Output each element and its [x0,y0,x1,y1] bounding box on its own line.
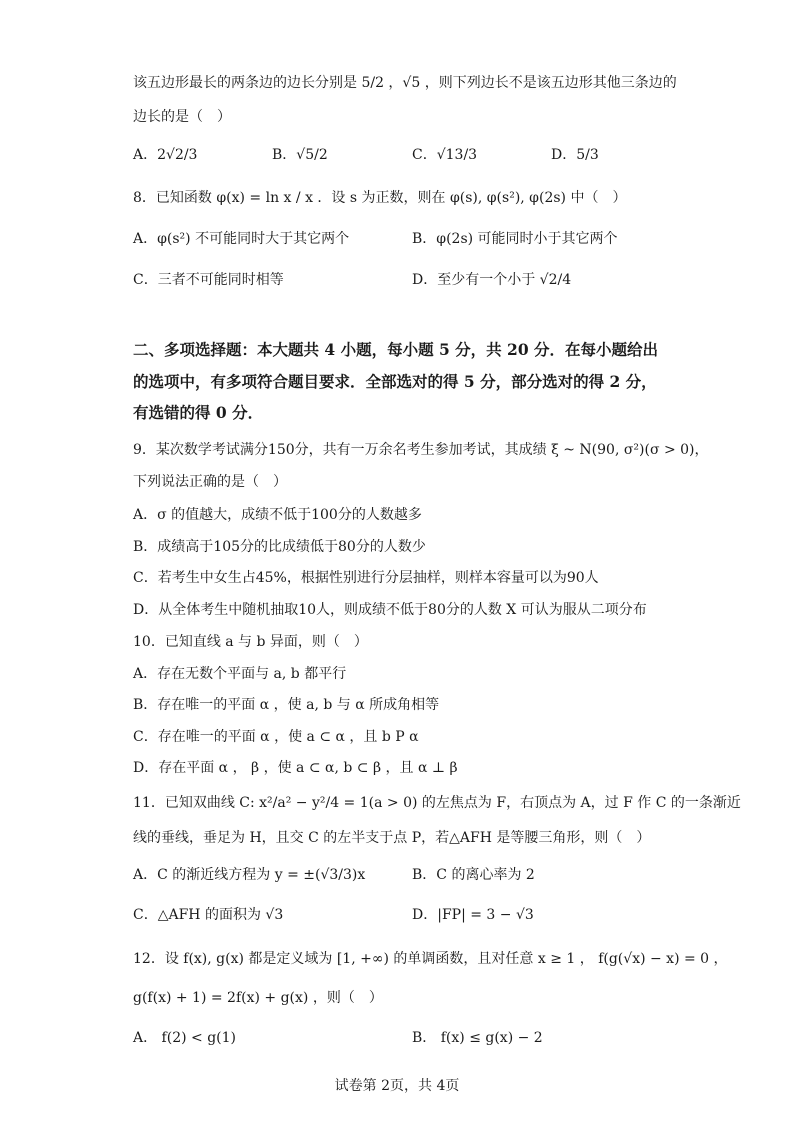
q11-stem-line1: 11．已知双曲线 C: x²/a² − y²/4 = 1(a > 0) 的左焦点为 F，右顶点为 A，过 F 作 C 的一条渐近 [133,795,741,811]
q7-stem-line2: 边长的是（ ） [133,109,231,125]
q7-option-c: C．√13/3 [412,147,478,163]
section2-heading-line1: 二、多项选择题：本大题共 4 小题，每小题 5 分，共 20 分．在每小题给出 [133,340,659,359]
q10-option-a: A．存在无数个平面与 a, b 都平行 [133,666,347,682]
q8-stem: 8．已知函数 φ(x) = ln x / x ．设 s 为正数，则在 φ(s), φ(s²), φ(2s) 中（ ） [133,190,627,206]
q8-option-c: C．三者不可能同时相等 [133,272,284,288]
q7-option-a: A．2√2/3 [133,147,198,163]
q11-option-b: B．C 的离心率为 2 [412,867,535,883]
q11-option-c: C．△AFH 的面积为 √3 [133,907,284,923]
q12-stem-line2: g(f(x) + 1) = 2f(x) + g(x) ，则（ ） [133,990,383,1006]
page-footer: 试卷第 2页，共 4页 [334,1078,460,1094]
q12-option-a: A． f(2) < g(1) [133,1030,236,1046]
q9-option-d: D．从全体考生中随机抽取10人，则成绩不低于80分的人数 X 可认为服从二项分布 [133,602,647,618]
q12-option-b: B． f(x) ≤ g(x) − 2 [412,1030,543,1046]
q8-option-d: D．至少有一个小于 √2/4 [412,272,572,288]
q7-option-b: B．√5/2 [272,147,328,163]
q11-stem-line2: 线的垂线，垂足为 H，且交 C 的左半支于点 P，若△AFH 是等腰三角形，则（ ） [133,830,651,846]
q10-option-c: C．存在唯一的平面 α ，使 a ⊂ α ，且 b P α [133,729,419,745]
q9-stem-line2: 下列说法正确的是（ ） [133,474,287,490]
q10-stem: 10．已知直线 a 与 b 异面，则（ ） [133,634,368,650]
q10-option-b: B．存在唯一的平面 α ，使 a, b 与 α 所成角相等 [133,697,440,713]
q10-option-d: D．存在平面 α ， β ，使 a ⊂ α, b ⊂ β ，且 α ⊥ β [133,760,458,776]
q9-option-a: A．σ 的值越大，成绩不低于100分的人数越多 [133,507,422,523]
q8-option-b: B．φ(2s) 可能同时小于其它两个 [412,231,618,247]
q9-stem-line1: 9．某次数学考试满分150分，共有一万余名考生参加考试，其成绩 ξ ~ N(90, σ²)(σ > 0)， [133,442,709,458]
q9-option-c: C．若考生中女生占45%，根据性别进行分层抽样，则样本容量可以为90人 [133,570,599,586]
q8-option-a: A．φ(s²) 不可能同时大于其它两个 [133,231,350,247]
q11-option-d: D．|FP| = 3 − √3 [412,907,534,923]
q7-stem-line1: 该五边形最长的两条边的边长分别是 5/2 ，√5 ，则下列边长不是该五边形其他三条边的 [133,75,677,91]
section2-heading-line3: 有选错的得 0 分． [133,403,264,422]
q12-stem-line1: 12．设 f(x), g(x) 都是定义域为 [1, +∞) 的单调函数，且对任意 x ≥ 1 ， f(g(√x) − x) = 0 ， [133,951,728,967]
q11-option-a: A．C 的渐近线方程为 y = ±(√3/3)x [133,867,366,883]
section2-heading-line2: 的选项中，有多项符合题目要求．全部选对的得 5 分，部分选对的得 2 分， [133,372,657,391]
q7-option-d: D．5/3 [551,147,599,163]
q9-option-b: B．成绩高于105分的比成绩低于80分的人数少 [133,539,426,555]
